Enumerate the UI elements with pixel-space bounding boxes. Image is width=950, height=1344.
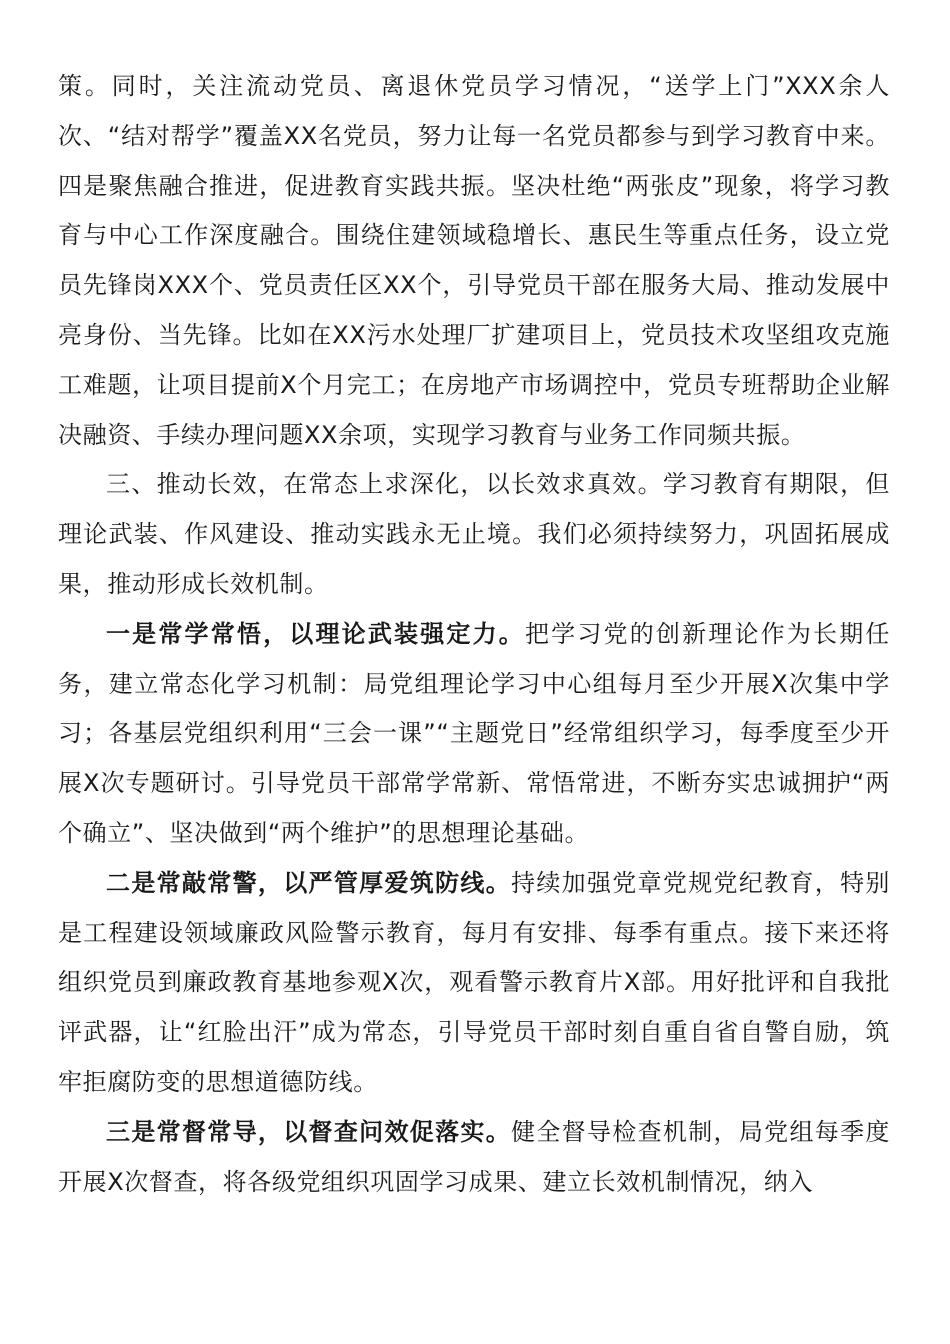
paragraph-text: 把学习党的创新理论作为长期任务，建立常态化学习机制：局党组理论学习中心组每月至少开展X次集中学习；各基层党组织利用“三会一课”“主题党日”经常组织学习，每季度至少开展X次专题研讨。引导党员干部常学常新、常悟常进，不断夯实忠诚拥护“两个确立”、坚决做到“两个维护”的思想理论基础。: [58, 619, 890, 847]
paragraph-text: 持续加强党章党规党纪教育，特别是工程建设领域廉政风险警示教育，每月有安排、每季有重点。接下来还将组织党员到廉政教育基地参观X次，观看警示教育片X部。用好批评和自我批评武器，让“红脸出汗”成为常态，引导党员干部时刻自重自省自警自励，筑牢拒腐防变的思想道德防线。: [58, 868, 890, 1096]
paragraph-text: 策。同时，关注流动党员、离退休党员学习情况，“送学上门”XXX余人次、“结对帮学”覆盖XX名党员，努力让每一名党员都参与到学习教育中来。四是聚焦融合推进，促进教育实践共振。坚决杜绝“两张皮”现象，将学习教育与中心工作深度融合。围绕住建领域稳增长、惠民生等重点任务，设立党员先锋岗XXX个、党员责任区XX个，引导党员干部在服务大局、推动发展中亮身份、当先锋。比如在XX污水处理厂扩建项目上，党员技术攻坚组攻克施工难题，让项目提前X个月完工；在房地产市场调控中，党员专班帮助企业解决融资、手续办理问题XX余项，实现学习教育与业务工作同频共振。: [58, 72, 890, 449]
document-page: [58, 62, 890, 1207]
paragraph-continuation: [58, 62, 890, 460]
paragraph-text: 三、推动长效，在常态上求深化，以长效求真效。学习教育有期限，但理论武装、作风建设、推动实践永无止境。我们必须持续努力，巩固拓展成果，推动形成长效机制。: [58, 470, 890, 598]
paragraph-point-two: [58, 859, 890, 1108]
paragraph-point-three: [58, 1108, 890, 1208]
paragraph-text: 健全督导检查机制，局党组每季度开展X次督查，将各级党组织巩固学习成果、建立长效机制情况，纳入: [58, 1117, 890, 1196]
paragraph-section-three: [58, 460, 890, 609]
paragraph-lead: 一是常学常悟，以理论武装强定力。: [106, 619, 525, 648]
paragraph-lead: 二是常敲常警，以严管厚爱筑防线。: [106, 868, 512, 897]
paragraph-point-one: [58, 610, 890, 859]
paragraph-lead: 三是常督常导，以督查问效促落实。: [106, 1117, 512, 1146]
